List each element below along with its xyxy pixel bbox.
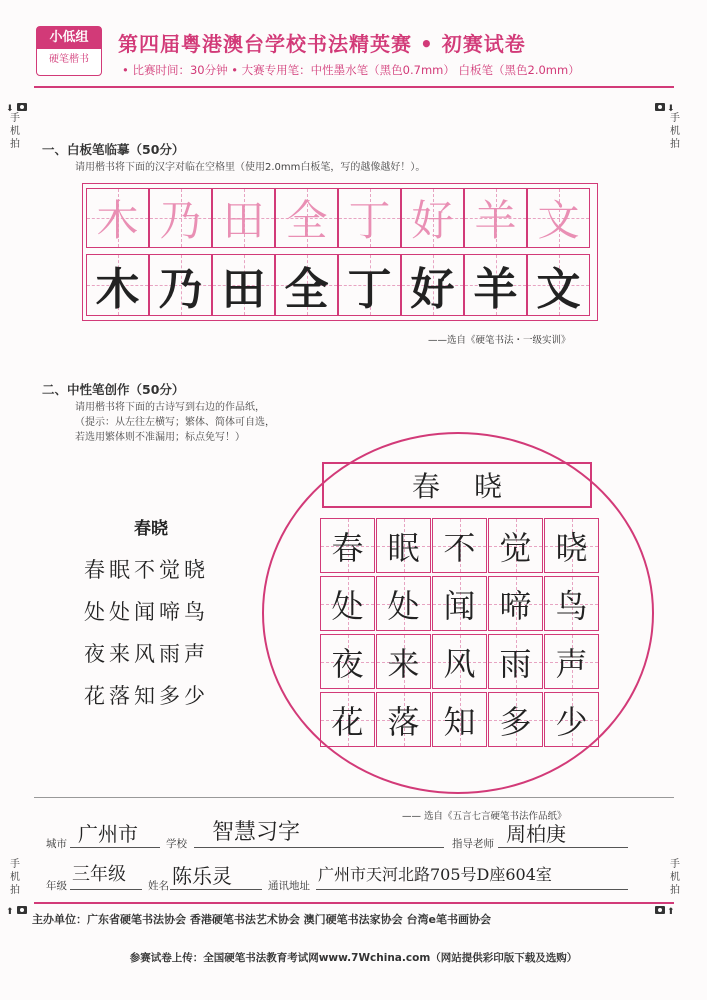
model-cell: 丁	[338, 254, 401, 316]
work-cell[interactable]: 声	[544, 634, 599, 689]
work-row	[320, 692, 600, 747]
work-cell[interactable]: 晓	[544, 518, 599, 573]
teacher-field[interactable]: 周柏庚	[506, 822, 566, 846]
work-cell[interactable]: 夜	[320, 634, 375, 689]
model-cell: 羊	[464, 254, 527, 316]
work-cell[interactable]: 处	[320, 576, 375, 631]
address-label: 通讯地址	[268, 880, 310, 892]
svg-text:⬆: ⬆	[6, 907, 14, 915]
photo-label-left-top: 手机拍	[10, 113, 20, 150]
work-cell[interactable]: 来	[376, 634, 431, 689]
photo-label-right-bottom: 手机拍	[670, 859, 680, 896]
trace-cell[interactable]: 木	[86, 188, 149, 248]
work-cell[interactable]: 啼	[488, 576, 543, 631]
trace-cell[interactable]: 好	[401, 188, 464, 248]
teacher-underline	[498, 847, 628, 848]
work-cell[interactable]: 落	[376, 692, 431, 747]
city-label: 城市	[46, 838, 67, 850]
work-row	[320, 518, 600, 573]
work-cell[interactable]: 处	[376, 576, 431, 631]
svg-text:⬇: ⬇	[667, 104, 675, 112]
page-title	[118, 28, 526, 57]
model-cell: 乃	[149, 254, 212, 316]
trace-cell[interactable]: 羊	[464, 188, 527, 248]
poem-line: 夜来风雨声	[84, 642, 209, 666]
footer-divider	[34, 902, 674, 904]
work-row	[320, 634, 600, 689]
model-row	[86, 254, 590, 316]
address-underline	[316, 889, 628, 890]
group-badge	[36, 26, 102, 76]
work-cell[interactable]: 闻	[432, 576, 487, 631]
trace-cell[interactable]: 全	[275, 188, 338, 248]
title-dot: •	[419, 32, 434, 56]
title-suffix: 初赛试卷	[441, 32, 526, 56]
school-field[interactable]: 智慧习字	[212, 820, 301, 845]
model-cell: 木	[86, 254, 149, 316]
title-main: 第四届粤港澳台学校书法精英赛	[118, 32, 412, 56]
city-field[interactable]: 广州市	[78, 822, 138, 846]
work-cell[interactable]: 花	[320, 692, 375, 747]
trace-row	[86, 188, 590, 248]
upload-info: 参赛试卷上传：全国硬笔书法教育考试网www.7Wchina.com（网站提供彩印版下载及选购）	[129, 952, 578, 964]
svg-text:⬇: ⬇	[6, 104, 14, 112]
svg-text:⬆: ⬆	[667, 907, 675, 915]
school-underline	[194, 847, 444, 848]
work-row	[320, 576, 600, 631]
model-cell: 文	[527, 254, 590, 316]
section2-heading: 二、中性笔创作（50分）	[42, 382, 185, 397]
school-label: 学校	[166, 838, 187, 850]
model-cell: 好	[401, 254, 464, 316]
section1-source: ——选自《硬笔书法・一级实训》	[428, 335, 571, 346]
model-cell: 全	[275, 254, 338, 316]
work-cell[interactable]: 知	[432, 692, 487, 747]
name-label: 姓名	[148, 880, 169, 892]
photo-label-right-top: 手机拍	[670, 113, 680, 150]
section1-heading: 一、白板笔临摹（50分）	[42, 142, 185, 157]
work-cell[interactable]: 鸟	[544, 576, 599, 631]
form-divider	[34, 797, 674, 798]
badge-group-label: 小低组	[37, 27, 101, 49]
grade-field[interactable]: 三年级	[72, 864, 126, 885]
section2-instruction-1: 请用楷书将下面的古诗写到右边的作品纸，	[75, 402, 265, 413]
poem-line: 春眠不觉晓	[84, 558, 209, 582]
city-underline	[70, 847, 160, 848]
header-divider	[34, 86, 674, 88]
organizers: 主办单位：广东省硬笔书法协会 香港硬笔书法艺术协会 澳门硬笔书法家协会 台湾e笔书画协会	[32, 913, 491, 926]
trace-cell[interactable]: 丁	[338, 188, 401, 248]
name-underline	[170, 889, 262, 890]
trace-cell[interactable]: 文	[527, 188, 590, 248]
photo-label-left-bottom: 手机拍	[10, 859, 20, 896]
work-cell[interactable]: 风	[432, 634, 487, 689]
badge-script-label: 硬笔楷书	[49, 54, 89, 65]
trace-cell[interactable]: 田	[212, 188, 275, 248]
section1-instruction: 请用楷书将下面的汉字对临在空格里（使用2.0mm白板笔，写的越像越好！）。	[75, 162, 426, 173]
section2-instruction-3: 若选用繁体则不准漏用；标点免写！）	[75, 432, 245, 443]
exam-rules: • 比赛时间：30分钟 • 大赛专用笔：中性墨水笔（黑色0.7mm） 白板笔（黑色2.0mm）	[122, 63, 580, 77]
grade-underline	[70, 889, 142, 890]
poem-title: 春晓	[134, 519, 168, 539]
work-cell[interactable]: 雨	[488, 634, 543, 689]
work-cell[interactable]: 春	[320, 518, 375, 573]
grade-label: 年级	[46, 880, 67, 892]
address-field[interactable]: 广州市天河北路705号D座604室	[318, 865, 552, 884]
poem-line: 处处闻啼鸟	[84, 600, 209, 624]
name-field[interactable]: 陈乐灵	[172, 864, 232, 888]
camera-icon-left-bottom	[6, 900, 28, 919]
work-cell[interactable]: 少	[544, 692, 599, 747]
trace-cell[interactable]: 乃	[149, 188, 212, 248]
work-cell[interactable]: 多	[488, 692, 543, 747]
work-cell[interactable]: 不	[432, 518, 487, 573]
work-cell[interactable]: 眠	[376, 518, 431, 573]
model-cell: 田	[212, 254, 275, 316]
teacher-label: 指导老师	[452, 838, 494, 850]
work-title-box[interactable]: 春晓	[322, 462, 592, 508]
poem-line: 花落知多少	[84, 684, 209, 708]
section2-instruction-2: （提示：从左往左横写；繁体、简体可自选，	[75, 417, 275, 428]
section2-source: —— 选自《五言七言硬笔书法作品纸》	[402, 811, 567, 822]
work-cell[interactable]: 觉	[488, 518, 543, 573]
